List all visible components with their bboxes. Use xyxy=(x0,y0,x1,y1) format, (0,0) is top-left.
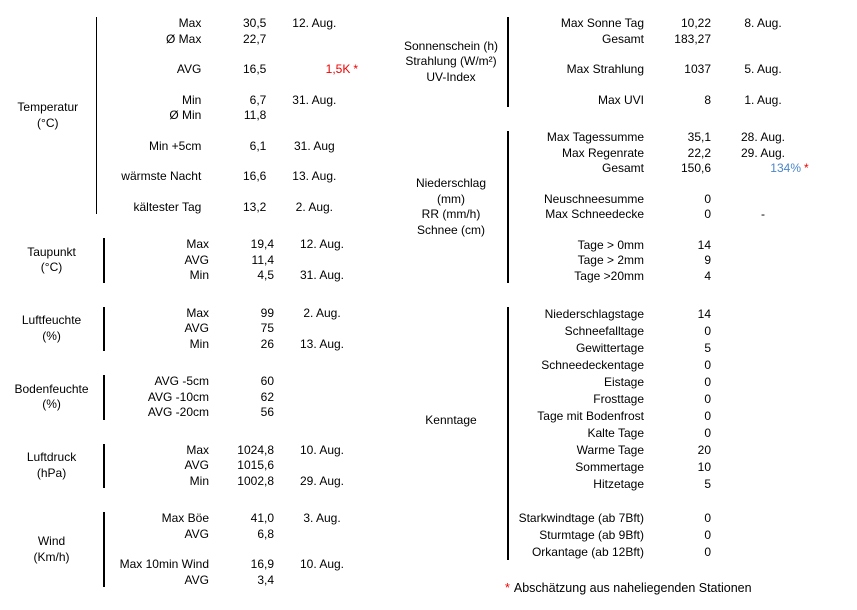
section-title-kenntage xyxy=(395,306,507,561)
section-title-line: Luftdruck xyxy=(26,450,77,465)
stat-row xyxy=(509,62,825,78)
section-title-line: Niederschlag xyxy=(415,176,487,190)
stat-row xyxy=(105,237,358,253)
stat-row xyxy=(105,458,358,474)
left-column xyxy=(0,0,358,588)
stat-value: 4 xyxy=(704,268,711,283)
stat-date: 10. Aug. xyxy=(299,442,345,457)
stat-label: Gesamt xyxy=(601,161,644,175)
section-title-line: Kenntage xyxy=(425,412,477,427)
stat-label: Tage > 2mm xyxy=(577,253,644,267)
stat-row xyxy=(97,16,358,32)
stat-date: 8. Aug. xyxy=(744,16,782,30)
stat-row xyxy=(509,476,825,493)
stat-date: 29. Aug. xyxy=(299,473,345,488)
section-luftdruck xyxy=(0,443,358,490)
section-title-niederschlag xyxy=(395,130,507,284)
section-title-sonnenschein xyxy=(395,16,507,108)
row-group xyxy=(97,93,358,124)
stat-value: 26 xyxy=(260,336,274,351)
stat-value: 16,9 xyxy=(250,557,274,571)
stat-date: 1,5K xyxy=(325,62,351,76)
stat-label: Max xyxy=(186,237,209,251)
stat-row xyxy=(509,32,825,48)
stat-value: 0 xyxy=(704,324,711,338)
stat-row xyxy=(509,357,825,374)
stat-row xyxy=(105,527,358,543)
stat-label: Max Schneedecke xyxy=(545,207,644,221)
stat-row xyxy=(105,390,358,406)
stat-value: 5 xyxy=(704,477,711,491)
section-title-bodenfeuchte xyxy=(0,374,103,421)
stat-value: 1037 xyxy=(684,62,711,76)
section-title-line: Schnee (cm) xyxy=(416,222,486,237)
stat-row xyxy=(105,321,358,337)
section-bodenfeuchte xyxy=(0,374,358,421)
section-title-line: Wind xyxy=(37,534,66,548)
row-group xyxy=(509,93,825,109)
stat-row xyxy=(105,337,358,353)
section-title-line: Temperatur xyxy=(17,100,79,114)
stat-label: Tage >20mm xyxy=(574,268,644,283)
row-group xyxy=(97,139,358,155)
stat-row xyxy=(509,442,825,459)
section-luftfeuchte xyxy=(0,306,358,353)
row-group xyxy=(509,306,825,493)
stat-row xyxy=(97,200,358,216)
stat-row xyxy=(97,93,358,109)
row-group xyxy=(509,510,825,561)
stat-label: Tage mit Bodenfrost xyxy=(537,409,644,423)
stat-label: wärmste Nacht xyxy=(121,169,202,183)
stat-row xyxy=(105,253,358,269)
stat-label: Ø Min xyxy=(169,108,202,122)
stat-value: 1024,8 xyxy=(237,442,274,457)
stat-value: 0 xyxy=(704,545,711,559)
stat-label: Gesamt xyxy=(601,31,644,46)
stat-row xyxy=(509,238,825,254)
stat-label: Starkwindtage (ab 7Bft) xyxy=(518,511,644,525)
section-title-taupunkt xyxy=(0,237,103,284)
stat-label: Max Regenrate xyxy=(561,145,644,160)
stat-label: Max Böe xyxy=(161,511,209,525)
stat-label: Niederschlagstage xyxy=(544,307,644,321)
section-title-line: (°C) xyxy=(40,260,63,275)
stat-label: AVG xyxy=(176,62,202,76)
stat-label: AVG -20cm xyxy=(147,405,209,419)
stat-label: Eistage xyxy=(603,375,644,389)
stat-row xyxy=(509,408,825,425)
stat-row xyxy=(97,108,358,124)
stat-value: 14 xyxy=(697,237,711,252)
row-group xyxy=(509,238,825,285)
stat-label: AVG -5cm xyxy=(154,374,209,388)
section-title-line: Taupunkt xyxy=(27,244,76,259)
row-group xyxy=(509,62,825,78)
stat-value: 3,4 xyxy=(257,572,274,587)
stat-value: 0 xyxy=(704,392,711,406)
stat-value: 11,8 xyxy=(243,108,267,122)
stat-label: Warme Tage xyxy=(576,443,644,457)
stat-value: 13,2 xyxy=(242,199,267,214)
stat-row xyxy=(509,306,825,323)
estimate-asterisk: * xyxy=(804,161,809,175)
section-title-temperatur xyxy=(0,16,96,215)
stat-row xyxy=(509,16,825,32)
stat-row xyxy=(105,306,358,322)
stat-value: 9 xyxy=(704,253,711,267)
stat-value: 16,6 xyxy=(242,169,267,183)
stat-date: 2. Aug. xyxy=(295,199,334,214)
stat-label: Min xyxy=(181,92,202,107)
stat-row xyxy=(97,139,358,155)
stat-value: 6,7 xyxy=(249,92,267,107)
stat-row xyxy=(509,544,825,561)
stat-date: 31. Aug. xyxy=(292,92,337,107)
stat-value: 99 xyxy=(260,305,274,320)
footnote-asterisk: * xyxy=(505,581,510,595)
stat-row xyxy=(97,62,358,78)
stat-row xyxy=(105,511,358,527)
stat-label: AVG xyxy=(184,321,209,335)
stat-value: 0 xyxy=(704,528,711,542)
stat-value: 19,4 xyxy=(250,237,274,251)
stat-date: 2. Aug. xyxy=(303,305,341,320)
stat-row xyxy=(105,474,358,490)
stat-row xyxy=(105,374,358,390)
stat-value: 1015,6 xyxy=(237,458,274,472)
row-group xyxy=(97,169,358,185)
stat-label: Max 10min Wind xyxy=(119,557,209,571)
stat-row xyxy=(509,374,825,391)
stat-value: 0 xyxy=(704,375,711,389)
stat-label: Sturmtage (ab 9Bft) xyxy=(539,528,644,542)
stat-value: 11,4 xyxy=(251,252,274,267)
stat-label: Kalte Tage xyxy=(587,426,644,440)
stat-label: Orkantage (ab 12Bft) xyxy=(531,545,644,559)
section-title-line: (°C) xyxy=(37,115,59,130)
stat-row xyxy=(105,443,358,459)
stat-date: 3. Aug. xyxy=(303,511,341,525)
stat-value: 0 xyxy=(704,207,711,221)
section-title-line: (mm) xyxy=(437,191,465,206)
section-title-line: RR (mm/h) xyxy=(421,207,481,221)
stat-date: - xyxy=(761,207,765,221)
stat-value: 0 xyxy=(704,358,711,372)
row-group xyxy=(105,557,358,588)
stat-label: Max xyxy=(178,16,202,30)
stat-date: 10. Aug. xyxy=(299,557,345,571)
stat-row xyxy=(509,207,825,223)
stat-row xyxy=(105,573,358,589)
stat-value: 10 xyxy=(697,460,711,474)
stat-date: 28. Aug. xyxy=(740,130,786,144)
stat-label: AVG xyxy=(184,458,209,472)
stat-value: 150,6 xyxy=(680,161,711,175)
stat-value: 30,5 xyxy=(242,16,267,30)
stat-value: 16,5 xyxy=(242,62,267,76)
stat-date: 13. Aug. xyxy=(292,169,337,183)
stat-label: Tage > 0mm xyxy=(577,237,644,252)
row-group xyxy=(105,306,358,353)
stat-value: 183,27 xyxy=(674,31,711,46)
stat-value: 0 xyxy=(704,191,711,206)
stat-date: 12. Aug. xyxy=(292,16,337,30)
section-temperatur xyxy=(0,16,358,215)
stat-label: Min xyxy=(189,473,209,488)
section-title-line: Bodenfeuchte xyxy=(14,381,89,396)
section-title-luftdruck xyxy=(0,443,103,490)
stat-value: 1002,8 xyxy=(237,473,274,488)
estimate-asterisk: * xyxy=(353,62,358,76)
footnote-text: Abschätzung aus naheliegenden Stationen xyxy=(513,581,752,595)
stat-value: 0 xyxy=(704,426,711,440)
stat-row xyxy=(509,269,825,285)
stat-row xyxy=(509,253,825,269)
stat-row xyxy=(97,32,358,48)
stat-value: 0 xyxy=(704,511,711,525)
stat-value: 22,7 xyxy=(242,31,267,46)
section-title-line: (%) xyxy=(42,328,61,343)
stat-row xyxy=(97,169,358,185)
section-kenntage xyxy=(395,306,825,561)
stat-label: Max Tagessumme xyxy=(546,130,644,144)
stat-row xyxy=(509,527,825,544)
stat-label: Max xyxy=(186,305,209,320)
section-title-line: Sonnenschein (h) xyxy=(403,38,499,53)
section-title-line: (hPa) xyxy=(36,465,67,480)
section-wind xyxy=(0,511,358,588)
stat-row xyxy=(509,93,825,109)
stat-date: 31. Aug xyxy=(293,138,335,153)
stat-value: 8 xyxy=(704,92,711,107)
stat-label: Hitzetage xyxy=(593,477,644,491)
section-title-luftfeuchte xyxy=(0,306,103,353)
section-title-line: Strahlung (W/m²) xyxy=(405,54,497,69)
section-title-line: UV-Index xyxy=(426,69,476,84)
stat-label: Max xyxy=(186,442,209,457)
stat-label: AVG xyxy=(184,252,209,267)
section-title-line: Luftfeuchte xyxy=(21,313,82,328)
stat-label: Max Strahlung xyxy=(566,62,644,76)
stat-label: Frosttage xyxy=(593,392,644,406)
stat-row xyxy=(509,391,825,408)
stat-value: 41,0 xyxy=(250,511,274,525)
footnote xyxy=(505,581,752,595)
row-group xyxy=(105,443,358,490)
stat-value: 5 xyxy=(704,341,711,355)
stat-label: Min +5cm xyxy=(148,138,202,153)
stat-label: AVG xyxy=(184,572,209,587)
row-group xyxy=(97,62,358,78)
stat-value: 20 xyxy=(697,443,711,457)
stat-date: 29. Aug. xyxy=(740,145,786,160)
stat-value: 60 xyxy=(260,374,274,388)
stat-date: 31. Aug. xyxy=(299,268,345,282)
stat-date: 134% xyxy=(770,161,801,175)
section-rows xyxy=(105,306,358,353)
stat-label: Gewittertage xyxy=(575,341,644,355)
row-group xyxy=(105,374,358,421)
stat-label: Max UVI xyxy=(597,92,644,107)
stat-label: Schneedeckentage xyxy=(541,358,644,372)
stat-label: Neuschneesumme xyxy=(543,191,644,206)
section-rows xyxy=(509,16,825,108)
row-group xyxy=(509,16,825,47)
stat-value: 10,22 xyxy=(680,16,711,30)
stat-value: 75 xyxy=(260,321,274,335)
stat-row xyxy=(105,268,358,284)
stat-row xyxy=(509,459,825,476)
stat-value: 56 xyxy=(260,405,274,419)
stat-value: 62 xyxy=(260,389,274,404)
stat-value: 0 xyxy=(704,409,711,423)
stat-row xyxy=(509,130,825,146)
stat-label: Ø Max xyxy=(165,31,202,46)
stat-value: 14 xyxy=(697,307,711,321)
right-column xyxy=(395,0,825,561)
stat-label: Schneefalltage xyxy=(564,324,644,338)
stat-label: Min xyxy=(189,336,209,351)
row-group xyxy=(105,511,358,542)
stat-row xyxy=(105,557,358,573)
section-title-wind xyxy=(0,511,103,588)
stat-value: 6,8 xyxy=(257,526,274,541)
section-rows xyxy=(97,16,358,215)
section-rows xyxy=(509,130,825,284)
stat-value: 22,2 xyxy=(687,145,711,160)
stat-value: 6,1 xyxy=(249,138,267,153)
section-rows xyxy=(509,306,825,561)
section-title-line: (Km/h) xyxy=(33,549,70,564)
section-niederschlag xyxy=(395,130,825,284)
stat-row xyxy=(509,146,825,162)
row-group xyxy=(509,130,825,177)
section-rows xyxy=(105,237,358,284)
stat-value: 35,1 xyxy=(687,130,711,144)
stat-label: AVG -10cm xyxy=(147,389,209,404)
section-rows xyxy=(105,511,358,588)
section-title-line: (%) xyxy=(42,397,61,412)
section-taupunkt xyxy=(0,237,358,284)
stat-date: 5. Aug. xyxy=(744,62,782,76)
stat-row xyxy=(105,405,358,421)
stat-label: Min xyxy=(189,268,209,282)
row-group xyxy=(97,16,358,47)
row-group xyxy=(509,192,825,223)
section-sonnenschein xyxy=(395,16,825,108)
stat-label: kältester Tag xyxy=(133,199,202,214)
stat-row xyxy=(509,510,825,527)
stat-date: 13. Aug. xyxy=(299,336,345,351)
stat-row xyxy=(509,340,825,357)
stat-date: 12. Aug. xyxy=(299,237,345,251)
section-rows xyxy=(105,443,358,490)
stat-label: AVG xyxy=(184,526,209,541)
stat-value: 4,5 xyxy=(257,268,274,282)
section-rows xyxy=(105,374,358,421)
stat-label: Max Sonne Tag xyxy=(560,16,644,30)
stat-label: Sommertage xyxy=(575,460,644,474)
row-group xyxy=(105,237,358,284)
stat-row xyxy=(509,161,825,177)
row-group xyxy=(97,200,358,216)
stat-row xyxy=(509,323,825,340)
stat-row xyxy=(509,192,825,208)
stat-row xyxy=(509,425,825,442)
stat-date: 1. Aug. xyxy=(744,92,782,107)
